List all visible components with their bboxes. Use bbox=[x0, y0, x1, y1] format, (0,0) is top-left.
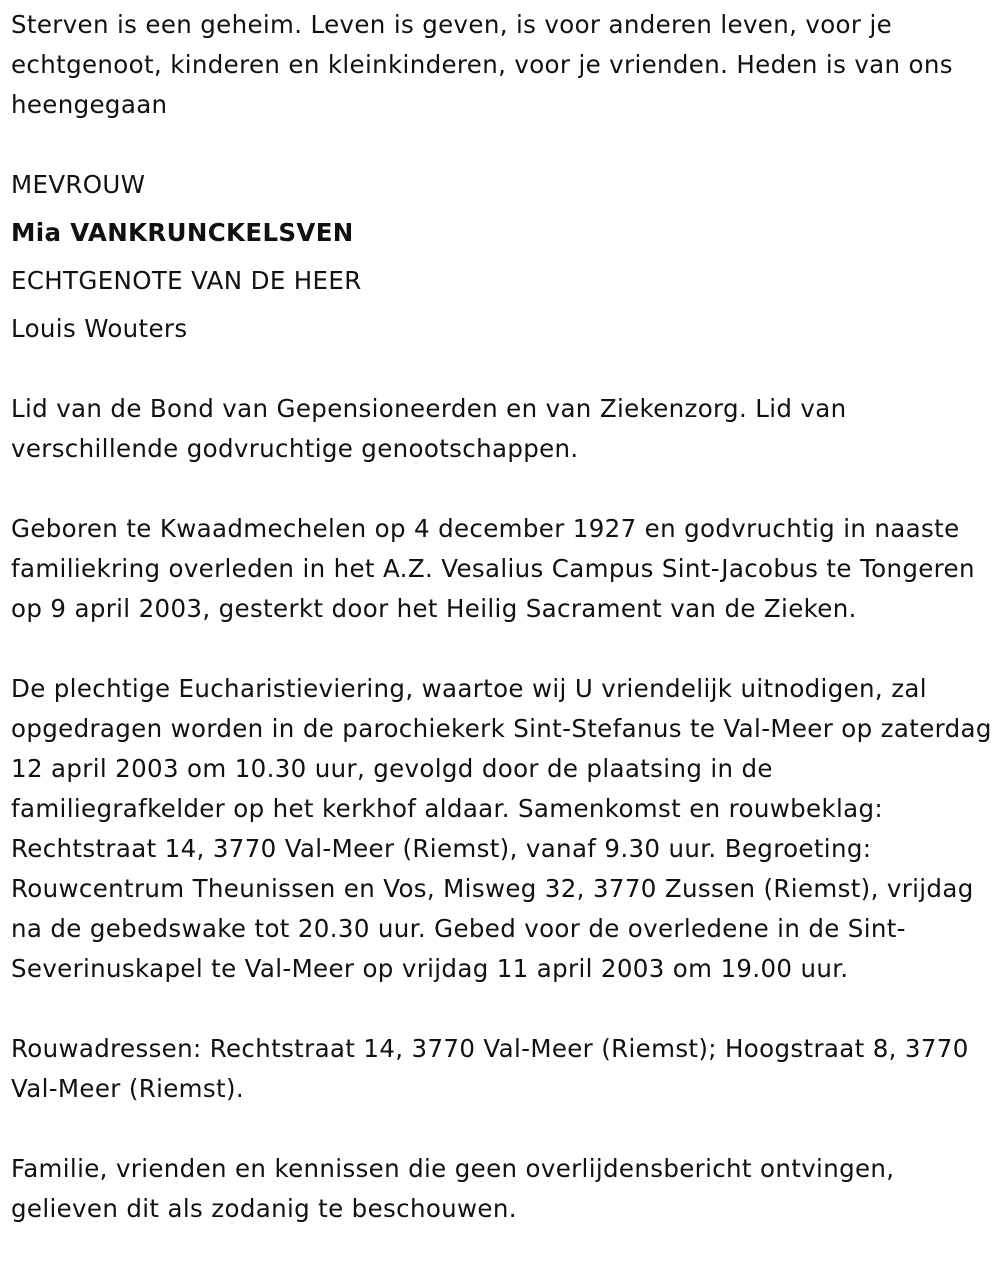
spacer bbox=[11, 989, 995, 1029]
addresses-paragraph: Rouwadressen: Rechtstraat 14, 3770 Val-Meer (Riemst); Hoogstraat 8, 3770 Val-Meer (Riemst). bbox=[11, 1034, 969, 1103]
birth-death-paragraph: Geboren te Kwaadmechelen op 4 december 1927 en godvruchtig in naaste familiekring overleden in het A.Z. Vesalius Campus Sint-Jacobus te Tongeren op 9 april 2003, gesterkt door het Heilig Sacrament van de Zieken. bbox=[11, 514, 975, 623]
membership-paragraph: Lid van de Bond van Gepensioneerden en van Ziekenzorg. Lid van verschillende godvruchtige genootschappen. bbox=[11, 394, 847, 463]
spacer bbox=[11, 125, 995, 165]
name-block bbox=[11, 161, 995, 353]
spouse-name: Louis Wouters bbox=[11, 314, 188, 343]
title-line: MEVROUW bbox=[11, 170, 146, 199]
spacer bbox=[11, 629, 995, 669]
relation-line: ECHTGENOTE VAN DE HEER bbox=[11, 266, 362, 295]
ceremony-paragraph: De plechtige Eucharistieviering, waartoe wij U vriendelijk uitnodigen, zal opgedragen worden in de parochiekerk Sint-Stefanus te Val-Meer op zaterdag 12 april 2003 om 10.30 uur, gevolgd door de plaatsing in de familiegrafkelder op het kerkhof aldaar. Samenkomst en rouwbeklag: Rechtstraat 14, 3770 Val-Meer (Riemst), vanaf 9.30 uur. Begroeting: Rouwcentrum Theunissen en Vos, Misweg 32, 3770 Zussen (Riemst), vrijdag na de gebedswake tot 20.30 uur. Gebed voor de overledene in de Sint-Severinuskapel te Val-Meer op vrijdag 11 april 2003 om 19.00 uur. bbox=[11, 674, 992, 983]
obituary-document bbox=[11, 5, 995, 1229]
spacer bbox=[11, 349, 995, 389]
spacer bbox=[11, 1109, 995, 1149]
deceased-name: Mia VANKRUNCKELSVEN bbox=[11, 218, 354, 247]
intro-paragraph: Sterven is een geheim. Leven is geven, is voor anderen leven, voor je echtgenoot, kinderen en kleinkinderen, voor je vrienden. Heden is van ons heengegaan bbox=[11, 10, 953, 119]
spacer bbox=[11, 469, 995, 509]
closing-paragraph: Familie, vrienden en kennissen die geen overlijdensbericht ontvingen, gelieven dit als zodanig te beschouwen. bbox=[11, 1154, 895, 1223]
